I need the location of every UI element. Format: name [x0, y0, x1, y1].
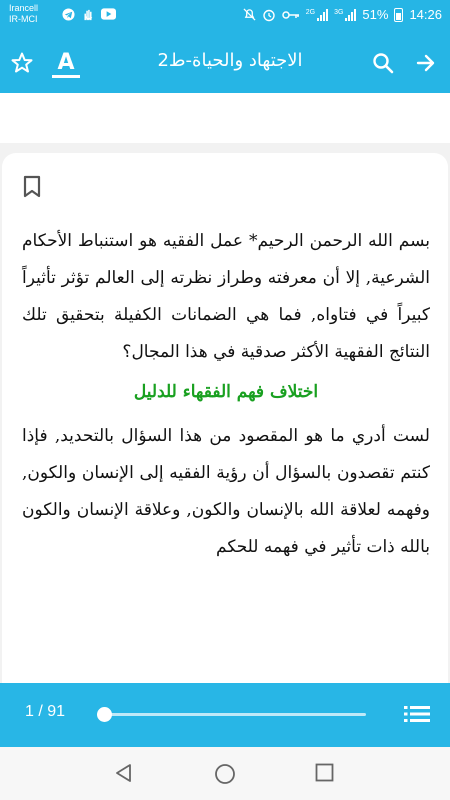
- body-paragraph: لست أدري ما هو المقصود من هذا السؤال بالتحديد, فإذا كنتم تقصدون بالسؤال أن رؤية الفقيه إلى الإنسان والكون, وفهمه لعلاقة الله بالإنسان والكون, وعلاقة الإنسان والكون بالله ذات تأثير في فهمه للحكم: [22, 426, 430, 557]
- youtube-icon: [101, 8, 116, 20]
- table-of-contents-button[interactable]: [404, 704, 430, 728]
- battery-percent: 51%: [362, 7, 389, 22]
- toc-list-icon: [404, 704, 430, 724]
- system-nav-bar: [0, 747, 450, 800]
- nav-back-icon: [114, 763, 134, 783]
- battery-icon: [394, 8, 403, 22]
- bookmark-button[interactable]: [22, 175, 42, 203]
- bookmark-outline-icon: [22, 175, 42, 199]
- nav-recents-icon: [315, 763, 334, 782]
- signal-strength-3g-icon: [334, 9, 356, 21]
- font-underline: [52, 75, 80, 78]
- mute-icon: [243, 8, 256, 21]
- page-counter: 1 / 91: [25, 703, 66, 720]
- reader-content[interactable]: [0, 93, 450, 683]
- app-bar: [0, 33, 450, 93]
- arrow-forward-icon: [415, 52, 437, 74]
- book-text: [22, 223, 430, 566]
- font-size-icon: A: [57, 50, 75, 75]
- font-settings-button[interactable]: [50, 47, 82, 79]
- alarm-icon: [262, 8, 276, 22]
- page-slider-thumb[interactable]: [97, 707, 112, 722]
- network-2g-label: 2G: [305, 8, 316, 16]
- network-3g-label: 3G: [334, 8, 344, 16]
- carrier-name: Irancell: [9, 3, 39, 13]
- key-icon: [282, 10, 300, 20]
- nav-home-icon: [214, 763, 236, 785]
- carrier-network: IR-MCI: [9, 14, 38, 24]
- clock: 14:26: [409, 7, 442, 22]
- body-paragraph: بسم الله الرحمن الرحيم* عمل الفقيه هو استنباط الأحكام الشرعية, إلا أن معرفته وطراز نظرته إلى العالم تؤثر تأثيراً كبيراً في فتاواه, فما هي الضمانات الكفيلة بتحقيق تلك النتائج الفقهية الأكثر صدقية في هذا المجال؟: [22, 231, 430, 362]
- favorite-button[interactable]: [6, 47, 38, 79]
- back-button[interactable]: [410, 47, 442, 79]
- section-heading: اختلاف فهم الفقهاء للدليل: [133, 382, 319, 402]
- page-slider[interactable]: [104, 713, 366, 716]
- telegram-icon: [62, 8, 75, 21]
- nav-back-button[interactable]: [114, 763, 134, 787]
- book-title: الاجتهاد والحياة-ط2: [157, 50, 303, 71]
- nav-recents-button[interactable]: [315, 763, 334, 786]
- star-outline-icon: [10, 51, 34, 75]
- previous-page-edge: [0, 93, 450, 143]
- notification-icons: [62, 8, 116, 21]
- search-button[interactable]: [367, 47, 399, 79]
- system-status: [243, 7, 442, 22]
- signal-strength-2g-icon: [306, 9, 328, 21]
- search-icon: [372, 52, 394, 74]
- book-page[interactable]: [2, 153, 448, 683]
- carrier-label: [9, 3, 38, 25]
- nav-home-button[interactable]: [214, 763, 236, 789]
- gesture-icon: [82, 8, 94, 21]
- status-bar: [0, 0, 450, 33]
- reader-bottom-bar: [0, 683, 450, 747]
